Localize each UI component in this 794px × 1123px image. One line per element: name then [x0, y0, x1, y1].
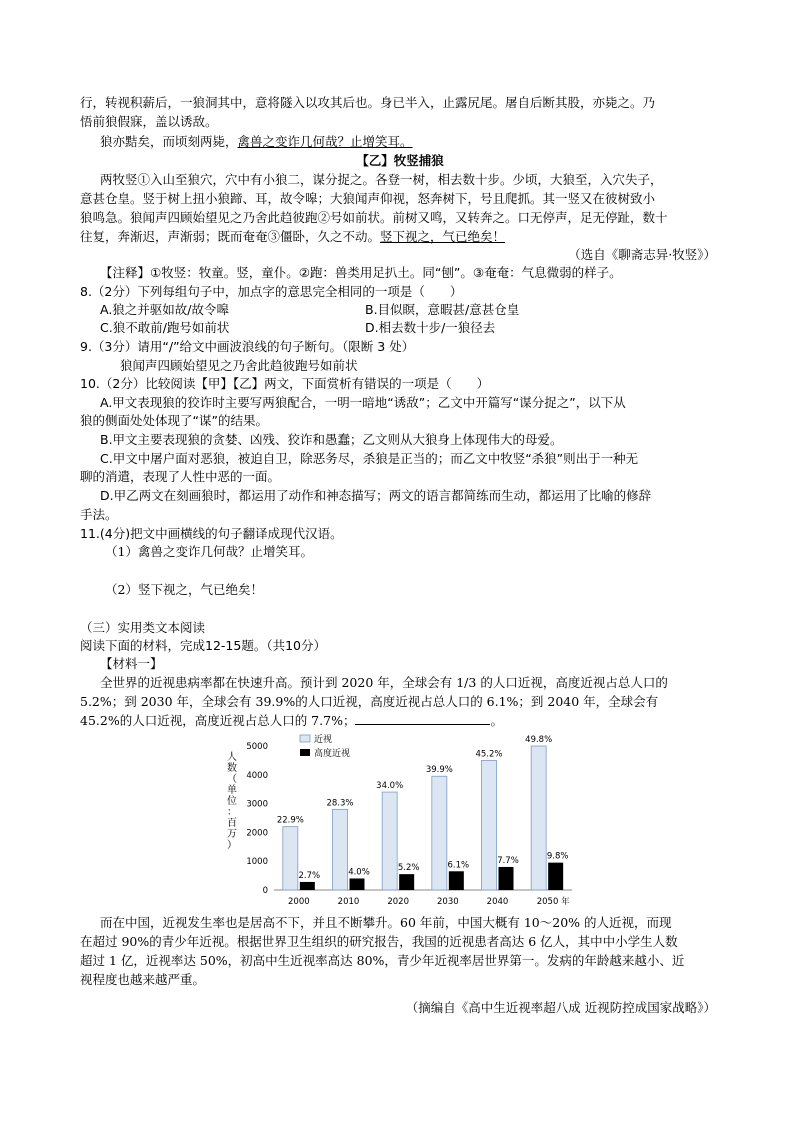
material-paragraph-line: 全世界的近视患病率都在快速升高。预计到 2020 年，全球会有 1/3 的人口近视，高度近视占总人口的: [100, 675, 668, 690]
legend-swatch-myopia: [300, 735, 310, 742]
legend-label-myopia: 近视: [314, 735, 333, 745]
y-axis-label-char: ）: [227, 840, 237, 851]
bar-high-myopia: [399, 874, 414, 890]
data-label-high-myopia: 7.7%: [497, 855, 519, 866]
material-text: 。: [490, 713, 503, 728]
bar-high-myopia: [350, 878, 365, 890]
passage-source: （选自《聊斋志异·牧竖》）: [568, 247, 716, 262]
y-tick-label: 2000: [246, 828, 268, 839]
question-8: 8.（2分）下列每组句子中，加点字的意思完全相同的一项是（ ）: [80, 284, 463, 299]
passage-yi-line: 两牧竖①入山至狼穴，穴中有小狼二，谋分捉之。各登一树，相去数十步。少顷，大狼至，入穴失子，: [100, 172, 663, 187]
material-paragraph-line: 视程度也越来越严重。: [80, 972, 206, 987]
section-heading: （三）实用类文本阅读: [80, 620, 206, 635]
bar-myopia: [482, 760, 497, 890]
q8-option-d: D.相去数十步/一狼径去: [365, 320, 496, 335]
q10-option-c: 聊的消遣，表现了人性中恶的一面。: [80, 469, 281, 484]
bar-high-myopia: [300, 882, 315, 890]
material-paragraph-line: [80, 712, 720, 730]
material-label: 【材料一】: [100, 656, 163, 671]
y-tick-label: 4000: [246, 770, 268, 781]
material-source: （摘编自《高中生近视率超八成 近视防控成国家战略》）: [405, 1000, 716, 1015]
y-tick-label: 1000: [246, 857, 268, 868]
underlined-sentence: 禽兽之变诈几何哉？止增笑耳。: [237, 134, 413, 149]
question-11: 11.(4分)把文中画横线的句子翻译成现代汉语。: [80, 526, 343, 541]
passage-yi-line: [80, 228, 720, 246]
bar-myopia: [531, 746, 546, 890]
q9-sentence: 狼闻声四顾始望见之乃舍此趋彼跑号如前状: [120, 358, 358, 373]
x-tick-label: 2000: [288, 897, 310, 907]
y-axis-label-char: ：: [227, 807, 237, 818]
y-axis-label-char: 人: [227, 752, 237, 763]
material-text: 45.2%的人口近视，高度近视占总人口的 7.7%；: [80, 713, 356, 728]
data-label-myopia: 45.2%: [475, 749, 503, 760]
x-tick-label: 2010: [337, 897, 360, 907]
material-paragraph-line: 5.2%；到 2030 年，全球会有 39.9%的人口近视，高度近视占总人口的 6.1%；到 2040 年，全球会有: [80, 694, 659, 709]
y-axis-label-char: 百: [227, 818, 237, 829]
q11-item-1: （1）禽兽之变诈几何哉？止增笑耳。: [105, 544, 313, 559]
q8-option-a: A.狼之并驱如故/故令嗥: [100, 302, 230, 317]
bar-myopia: [382, 792, 397, 890]
q11-item-2: （2）竖下视之，气已绝矣！: [105, 582, 263, 597]
data-label-high-myopia: 9.8%: [546, 851, 569, 862]
y-tick-label: 5000: [246, 742, 268, 752]
passage-jia-text: 狼亦黠矣，而顷刻两毙，: [100, 134, 238, 149]
q10-option-d: D.甲乙两文在刻画狼时，都运用了动作和神态描写；两文的语言都简练而生动，都运用了比喻的修辞: [100, 488, 652, 503]
data-label-myopia: 28.3%: [326, 798, 354, 809]
passage-yi-line: 意甚仓皇。竖于树上扭小狼蹄、耳，故令嗥；大狼闻声仰视，怒奔树下，号且爬抓。其一竖又在彼树致小: [80, 191, 656, 206]
y-axis-label-char: 位: [227, 796, 237, 807]
passage-jia-line: 悟前狼假寐，盖以诱敌。: [80, 114, 218, 129]
passage-jia-line: [100, 133, 740, 151]
legend-swatch-high-myopia: [300, 749, 310, 756]
data-label-high-myopia: 5.2%: [397, 863, 420, 874]
bar-myopia: [432, 776, 447, 890]
q10-option-b: B.甲文主要表现狼的贪婪、凶残、狡诈和愚蠢；乙文则从大狼身上体现伟大的母爱。: [100, 432, 563, 447]
x-tick-label: 2040: [486, 897, 509, 907]
passage-yi-line: 狼鸣急。狼闻声四顾始望见之乃舍此趋彼跑②号如前状。前树又鸣，又转奔之。口无停声，足无停趾，数十: [80, 210, 668, 225]
bar-myopia: [283, 827, 298, 890]
passage-yi-text: 往复，奔渐迟，声渐弱；既而奄奄③僵卧，久之不动。: [80, 229, 381, 244]
material-paragraph-line: 在超过 90%的青少年近视。根据世界卫生组织的研究报告，我国的近视患者高达 6 亿人，其中中小学生人数: [80, 934, 678, 949]
question-10: 10.（2分）比较阅读【甲】【乙】两文，下面赏析有错误的一项是（ ）: [80, 376, 490, 391]
q10-option-a: A.甲文表现狼的狡诈时主要写两狼配合，一明一暗地“诱敌”；乙文中开篇写“谋分捉之”，以下从: [100, 395, 626, 410]
passage-yi-title: 【乙】牧竖捕狼: [356, 153, 444, 168]
data-label-high-myopia: 2.7%: [298, 870, 321, 881]
passage-notes: 【注释】①牧竖：牧童。竖，童仆。②跑：兽类用足扒土。同“刨”。③奄奄：气息微弱的样子。: [100, 265, 622, 280]
passage-jia-line: 行，转视积薪后，一狼洞其中，意将隧入以攻其后也。身已半入，止露尻尾。屠自后断其股，亦毙之。乃: [80, 95, 656, 110]
legend-label-high-myopia: 高度近视: [314, 749, 351, 759]
answer-blank[interactable]: [355, 712, 490, 725]
section-instruction: 阅读下面的材料，完成12-15题。（共10分）: [80, 638, 326, 653]
bar-high-myopia: [499, 867, 514, 890]
x-tick-label: 2030: [437, 897, 459, 907]
x-tick-label: 2020: [387, 897, 409, 907]
myopia-bar-chart: [222, 732, 592, 910]
data-label-high-myopia: 6.1%: [447, 860, 470, 871]
q10-option-a: 狼的侧面处处体现了“谋”的结果。: [80, 413, 268, 428]
underlined-sentence: 竖下视之，气已绝矣！: [380, 229, 506, 244]
q8-option-b: B.目似瞑，意暇甚/意甚仓皇: [365, 302, 520, 317]
material-paragraph-line: 而在中国，近视发生率也是居高不下，并且不断攀升。60 年前，中国大概有 10～20% 的人近视，而现: [100, 915, 672, 930]
x-tick-label: 2050 年: [536, 897, 570, 907]
y-tick-label: 3000: [246, 799, 268, 810]
bar-high-myopia: [449, 871, 464, 890]
q10-option-d: 手法。: [80, 507, 118, 522]
data-label-myopia: 34.0%: [376, 781, 404, 792]
data-label-myopia: 39.9%: [425, 765, 453, 776]
y-axis-label-char: （: [227, 774, 237, 785]
question-9: 9.（3分）请用“/”给文中画波浪线的句子断句。（限断 3 处）: [80, 339, 415, 354]
y-axis-label-char: 单: [227, 785, 237, 796]
material-paragraph-line: 超过 1 亿，近视率达 50%，初高中生近视率高达 80%，青少年近视率居世界第一。发病的年龄越来越小、近: [80, 953, 685, 968]
q10-option-c: C.甲文中屠户面对恶狼，被迫自卫，除恶务尽，杀狼是正当的；而乙文中牧竖“杀狼”则出于一种无: [100, 451, 639, 466]
y-axis-label-char: 数: [227, 763, 237, 774]
q8-option-c: C.狼不敢前/跑号如前状: [100, 320, 230, 335]
bar-myopia: [333, 809, 348, 890]
data-label-high-myopia: 4.0%: [348, 867, 370, 878]
bar-high-myopia: [548, 863, 563, 890]
data-label-myopia: 22.9%: [276, 815, 304, 826]
data-label-myopia: 49.8%: [525, 735, 553, 745]
y-axis-label-char: 万: [227, 829, 237, 840]
y-tick-label: 0: [262, 886, 268, 896]
